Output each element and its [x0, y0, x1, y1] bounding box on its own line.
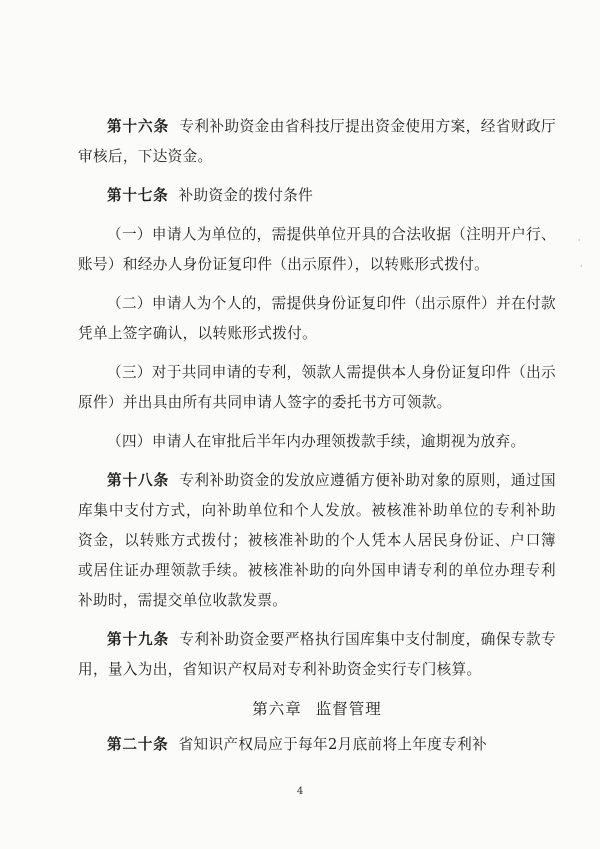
paragraph-text: （四）申请人在审批后半年内办理领拨款手续，逾期视为放弃。 — [107, 433, 526, 450]
article-number: 第十九条 — [107, 631, 170, 648]
paragraph-text: （一）申请人为单位的，需提供单位开具的合法收据（注明开户行、账号）和经办人身份证复印件（出示原件），以转账形式拨付。 — [78, 226, 556, 273]
paragraph-text: 专利补助资金由省科技厅提出资金使用方案，经省财政厅审核后，下达资金。 — [78, 118, 556, 165]
paragraph-clause-2 — [78, 289, 556, 349]
article-number: 第十八条 — [107, 472, 170, 489]
chapter-title: 监督管理 — [315, 700, 382, 718]
chapter-number: 第六章 — [252, 700, 302, 718]
paragraph-article-17 — [78, 181, 556, 211]
article-number: 第十七条 — [107, 187, 169, 204]
paragraph-article-19 — [78, 625, 556, 685]
paragraph-article-18 — [78, 466, 556, 616]
paragraph-article-20 — [78, 730, 556, 760]
paragraph-text: （二）申请人为个人的，需提供身份证复印件（出示原件）并在付款凭单上签字确认，以转账形式拨付。 — [78, 295, 556, 342]
paragraph-clause-4 — [78, 427, 556, 457]
paragraph-text: 补助资金的拨付条件 — [178, 187, 314, 204]
article-number: 第二十条 — [107, 736, 169, 753]
paragraph-article-16 — [78, 112, 556, 172]
paragraph-text: （三）对于共同申请的专利，领款人需提供本人身份证复印件（出示原件）并出具由所有共同申请人签字的委托书方可领款。 — [78, 364, 556, 411]
document-body — [78, 112, 556, 769]
paragraph-text: 专利补助资金要严格执行国库集中支付制度，确保专款专用，量入为出，省知识产权局对专利补助资金实行专门核算。 — [78, 631, 556, 678]
paragraph-clause-3 — [78, 358, 556, 418]
scan-speck: · — [580, 262, 583, 271]
page-number: 4 — [296, 786, 304, 797]
paragraph-text: 专利补助资金的发放应遵循方便补助对象的原则，通过国库集中支付方式，向补助单位和个人发放。被核准补助单位的专利补助资金，以转账方式拨付；被核准补助的个人凭本人居民身份证、户口簿或居住证办理领款手续。被核准补助的向外国申请专利的单位办理专利补助时，需提交单位收款发票。 — [78, 472, 556, 609]
article-number: 第十六条 — [107, 118, 170, 135]
paragraph-clause-1 — [78, 220, 556, 280]
chapter-heading — [78, 694, 556, 724]
scan-speck: · — [578, 236, 581, 245]
paragraph-text: 省知识产权局应于每年2月底前将上年度专利补 — [178, 736, 488, 753]
